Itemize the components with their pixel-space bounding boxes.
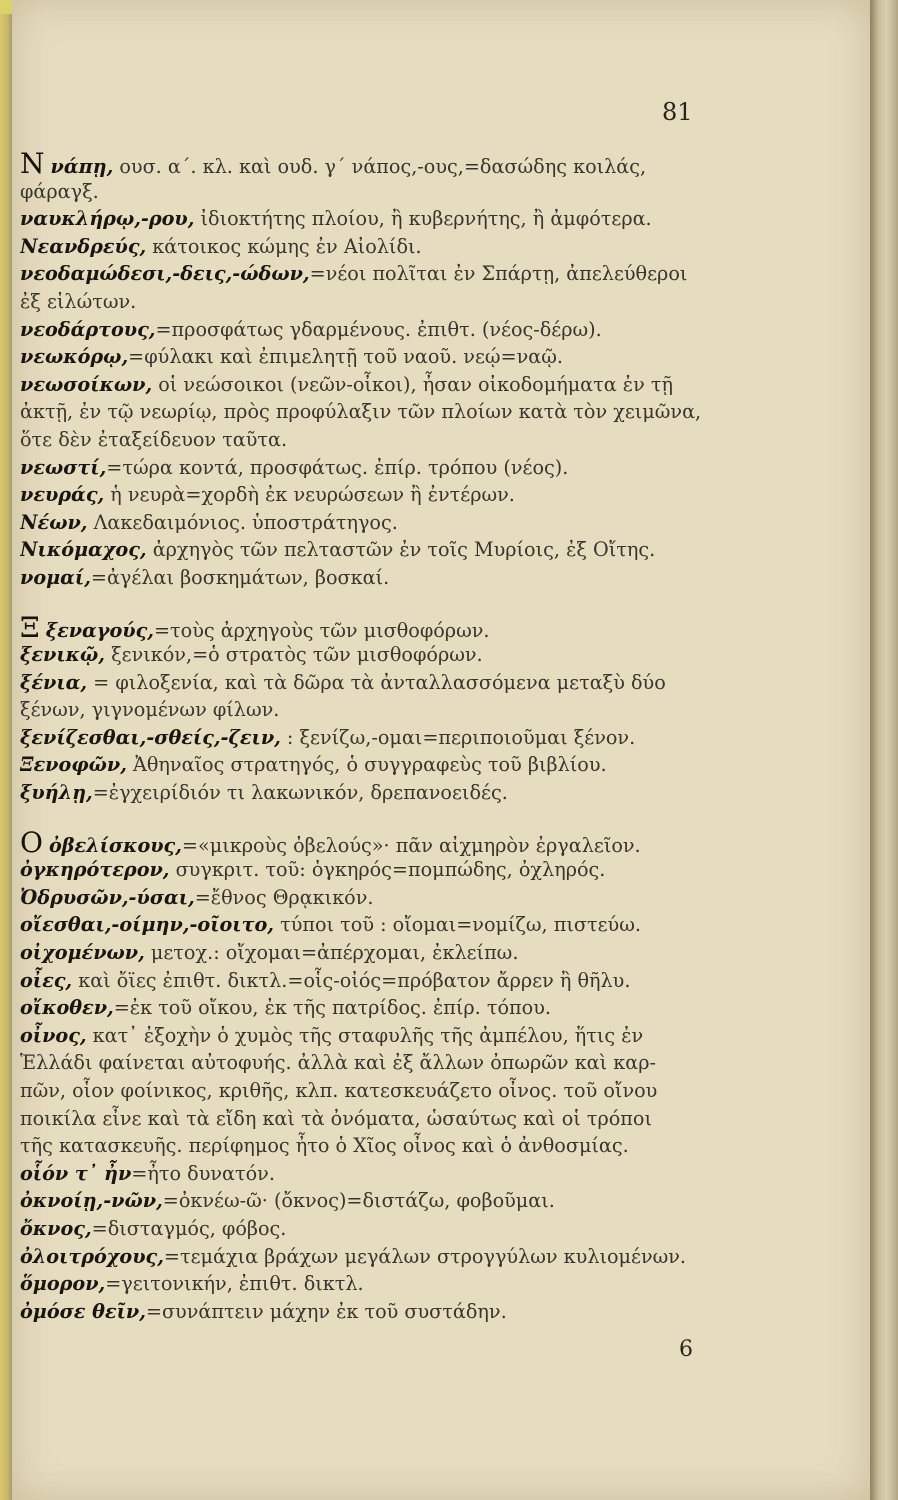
glossary-line — [20, 1187, 772, 1215]
glossary-line — [20, 724, 772, 752]
headword: νεωσοίκων, — [20, 372, 153, 396]
glossary-line — [20, 1077, 772, 1105]
headword: νεοδαμώδεσι,-δεις,-ώδων, — [20, 262, 310, 286]
glossary-line — [20, 939, 772, 967]
headword: ναυκλήρῳ,-ρου, — [20, 207, 195, 231]
headword: οἶνος, — [20, 1023, 87, 1047]
glossary-line — [20, 1132, 772, 1160]
section-initial-letter: Ν — [20, 150, 45, 178]
glossary-line — [20, 454, 772, 482]
definition-text: =προσφάτως γδαρμένους. ἐπιθτ. (νέος-δέρω). — [155, 317, 602, 341]
glossary-line — [20, 1215, 772, 1243]
definition-text: ἰδιοκτήτης πλοίου, ἢ κυβερνήτης, ἢ ἀμφότερα. — [194, 207, 652, 231]
glossary-section — [20, 829, 772, 1326]
definition-text: =τώρα κοντά, προσφάτως. ἐπίρ. τρόπου (νέος). — [106, 455, 569, 479]
definition-text: μετοχ.: οἴχομαι=ἀπέρχομαι, ἐκλείπω. — [144, 941, 519, 965]
definition-text: =τοὺς ἀρχηγοὺς τῶν μισθοφόρων. — [153, 618, 490, 642]
headword: ὀγκηρότερον, — [20, 858, 170, 882]
headword: ξεναγούς, — [45, 618, 154, 642]
definition-text: φάραγξ. — [20, 179, 99, 203]
definition-text: κάτοικος κώμης ἐν Αἰολίδι. — [146, 234, 422, 258]
definition-text: Ἑλλάδι φαίνεται αὐτοφυής. ἀλλὰ καὶ ἐξ ἄλλων ὀπωρῶν καὶ καρ- — [20, 1051, 656, 1075]
glossary-line — [20, 614, 772, 642]
glossary-line — [20, 536, 772, 564]
definition-text: Ἀθηναῖος στρατηγός, ὁ συγγραφεὺς τοῦ βιβλίου. — [126, 753, 607, 777]
headword: οἰχομένων, — [20, 941, 145, 965]
definition-text: τῆς κατασκευῆς. περίφημος ἦτο ὁ Χῖος οἶνος καὶ ὁ ἀνθοσμίας. — [20, 1134, 629, 1158]
definition-text: ἐξ εἱλώτων. — [20, 289, 137, 313]
glossary-line — [20, 481, 772, 509]
definition-text: =ἐκ τοῦ οἴκου, ἐκ τῆς πατρίδος. ἐπίρ. τόπου. — [113, 996, 551, 1020]
glossary-line — [20, 343, 772, 371]
definition-text: ποικίλα εἶνε καὶ τὰ εἴδη καὶ τὰ ὀνόματα, ὡσαύτως καὶ οἱ τρόποι — [20, 1106, 652, 1130]
glossary-line — [20, 967, 772, 995]
definition-text: Λακεδαιμόνιος. ὑποστράτηγος. — [87, 510, 398, 534]
definition-text: ἀρχηγὸς τῶν πελταστῶν ἐν τοῖς Μυρίοις, ἐξ Οἴτης. — [146, 538, 656, 562]
definition-text: =τεμάχια βράχων μεγάλων στρογγύλων κυλιομένων. — [163, 1244, 687, 1268]
glossary-line — [20, 751, 772, 779]
definition-text: =ὀκνέω-ῶ· (ὄκνος)=διστάζω, φοβοῦμαι. — [162, 1189, 555, 1213]
glossary-line — [20, 205, 772, 233]
headword: νομαί, — [20, 565, 91, 589]
headword: ξενικῷ, — [20, 643, 105, 667]
glossary-line — [20, 856, 772, 884]
glossary-line — [20, 316, 772, 344]
page-number: 81 — [662, 98, 693, 126]
glossary-line — [20, 669, 772, 697]
definition-text: =γειτονικήν, ἐπιθτ. δικτλ. — [105, 1272, 364, 1296]
headword: ὄκνος, — [20, 1216, 92, 1240]
definition-text: ξενικόν,=ὁ στρατὸς τῶν μισθοφόρων. — [104, 643, 483, 667]
glossary-line — [20, 911, 772, 939]
headword: νευράς, — [20, 483, 105, 507]
signature-number: 6 — [679, 1337, 693, 1362]
definition-text: =φύλακι καὶ ἐπιμελητῇ τοῦ ναοῦ. νεῴ=ναῷ. — [128, 345, 563, 369]
definition-text: : ξενίζω,-ομαι=περιποιοῦμαι ξένον. — [280, 725, 636, 749]
headword: Νέων, — [20, 510, 88, 534]
glossary-line — [20, 994, 772, 1022]
definition-text: ἡ νευρὰ=χορδὴ ἐκ νευρώσεων ἢ ἐντέρων. — [104, 483, 515, 507]
glossary-line — [20, 233, 772, 261]
headword: Νικόμαχος, — [20, 538, 147, 562]
definition-text: πῶν, οἷον φοίνικος, κριθῆς, κλπ. κατεσκευάζετο οἶνος. τοῦ οἴνου — [20, 1079, 658, 1102]
section-initial-letter: Ο — [20, 828, 43, 857]
headword: ὀλοιτρόχους, — [20, 1244, 164, 1268]
definition-text: συγκριτ. τοῦ: ὀγκηρός=πομπώδης, ὀχληρός. — [169, 858, 606, 882]
glossary-line — [20, 884, 772, 912]
definition-text: =ἀγέλαι βοσκημάτων, βοσκαί. — [90, 565, 390, 589]
definition-text: ξένων, γιγνομένων φίλων. — [20, 698, 280, 722]
definition-text: =«μικροὺς ὀβελούς»· πᾶν αἰχμηρὸν ἐργαλεῖον. — [181, 833, 641, 857]
section-initial-letter: Ξ — [20, 613, 40, 642]
headword: ὀμόσε θεῖν, — [20, 1299, 146, 1323]
headword: Νεανδρεύς, — [20, 234, 147, 258]
glossary-section — [20, 150, 772, 592]
headword: νεωστί, — [20, 455, 107, 479]
book-left-edge — [0, 0, 12, 1500]
definition-text: ὅτε δὲν ἐταξείδευον ταῦτα. — [20, 427, 288, 451]
definition-text: =ἐγχειρίδιόν τι λακωνικόν, δρεπανοειδές. — [92, 781, 508, 805]
glossary-line — [20, 564, 772, 592]
headword: οἷόν τ᾽ ἦν — [20, 1161, 132, 1185]
headword: οἴεσθαι,-οίμην,-οῖοιτο, — [20, 913, 274, 937]
headword: νάπῃ, — [50, 155, 114, 178]
headword: οἶες, — [20, 968, 73, 992]
glossary-line — [20, 779, 772, 807]
headword: Ὀδρυσῶν,-ύσαι, — [20, 885, 195, 909]
headword: ξένια, — [20, 670, 88, 694]
definition-text: τύποι τοῦ : οἴομαι=νομίζω, πιστεύω. — [273, 913, 641, 937]
glossary-line — [20, 288, 772, 316]
headword: νεοδάρτους, — [20, 317, 156, 341]
glossary-line — [20, 260, 772, 288]
glossary-line — [20, 150, 772, 178]
definition-text: =δισταγμός, φόβος. — [91, 1216, 287, 1240]
glossary-line — [20, 696, 772, 724]
definition-text: = φιλοξενία, καὶ τὰ δῶρα τὰ ἀνταλλασσόμενα μεταξὺ δύο — [87, 670, 666, 694]
headword: ξενίζεσθαι,-σθείς,-ζειν, — [20, 725, 281, 749]
headword: Ξενοφῶν, — [20, 753, 127, 777]
definition-text: =ἔθνος Θρᾳκικόν. — [194, 885, 374, 909]
definition-text: ουσ. α΄. κλ. καὶ ουδ. γ΄ νάπος,-ους,=δασώδης κοιλάς, — [113, 155, 647, 178]
glossary-line — [20, 371, 772, 399]
glossary-line — [20, 178, 772, 206]
headword: νεωκόρῳ, — [20, 345, 129, 369]
glossary-line — [20, 1105, 772, 1133]
glossary-content — [20, 150, 772, 1347]
definition-text: ἀκτῇ, ἐν τῷ νεωρίῳ, πρὸς προφύλαξιν τῶν πλοίων κατὰ τὸν χειμῶνα, — [20, 400, 702, 424]
definition-text: =ἦτο δυνατόν. — [131, 1161, 275, 1185]
glossary-line — [20, 1270, 772, 1298]
glossary-line — [20, 1298, 772, 1326]
glossary-section — [20, 614, 772, 807]
glossary-line — [20, 1243, 772, 1271]
glossary-line — [20, 1049, 772, 1077]
glossary-line — [20, 1160, 772, 1188]
glossary-line — [20, 641, 772, 669]
glossary-line — [20, 829, 772, 857]
definition-text: =νέοι πολῖται ἐν Σπάρτῃ, ἀπελεύθεροι — [309, 262, 688, 286]
headword: ξυήλῃ, — [20, 781, 93, 805]
definition-text: =συνάπτειν μάχην ἐκ τοῦ συστάδην. — [145, 1299, 507, 1323]
glossary-line — [20, 398, 772, 426]
book-page — [12, 0, 870, 1500]
glossary-line — [20, 426, 772, 454]
headword: ὀκνοίῃ,-νῶν, — [20, 1189, 163, 1213]
definition-text: κατ᾽ ἐξοχὴν ὁ χυμὸς τῆς σταφυλῆς τῆς ἀμπέλου, ἥτις ἐν — [86, 1023, 644, 1047]
headword: ὀβελίσκους, — [48, 833, 182, 857]
glossary-line — [20, 1022, 772, 1050]
headword: οἴκοθεν, — [20, 996, 114, 1020]
book-right-edge — [870, 0, 898, 1500]
definition-text: οἱ νεώσοικοι (νεῶν-οἶκοι), ἦσαν οἰκοδομήματα ἐν τῇ — [152, 372, 673, 396]
glossary-line — [20, 509, 772, 537]
definition-text: καὶ ὄϊες ἐπιθτ. δικτλ.=οἷς-οἰός=πρόβατον ἄρρεν ἢ θῆλυ. — [72, 968, 631, 992]
headword: ὅμορον, — [20, 1272, 106, 1296]
